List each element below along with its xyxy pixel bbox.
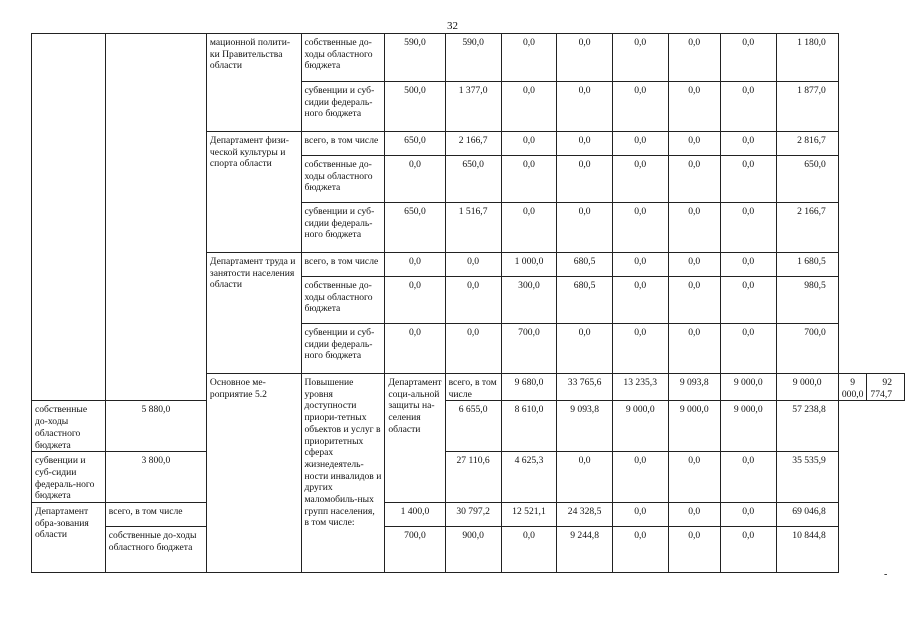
value-cell: 5 880,0 <box>105 401 206 452</box>
value-cell: 0,0 <box>668 82 720 132</box>
value-cell: 2 166,7 <box>445 132 501 156</box>
value-cell: 9 244,8 <box>557 527 613 573</box>
value-cell: 0,0 <box>720 503 776 527</box>
value-cell: 0,0 <box>612 156 668 203</box>
department-cell: мационной полити-ки Правительства области <box>206 34 301 132</box>
value-cell: 33 765,6 <box>557 374 613 401</box>
value-cell: 1 516,7 <box>445 203 501 253</box>
funding-source-cell: собственные до-ходы областного бюджета <box>32 401 106 452</box>
value-cell: 0,0 <box>385 253 445 277</box>
value-cell: 0,0 <box>612 34 668 82</box>
value-cell: 0,0 <box>720 132 776 156</box>
value-cell: 27 110,6 <box>445 452 501 503</box>
department-cell: Департамент физи-ческой культуры и спорта области <box>206 132 301 253</box>
funding-source-cell: собственные до-ходы областного бюджета <box>301 34 385 82</box>
value-cell: 0,0 <box>668 156 720 203</box>
value-cell: 4 625,3 <box>501 452 557 503</box>
value-cell: 980,5 <box>776 277 838 324</box>
value-cell: 0,0 <box>612 527 668 573</box>
value-cell: 650,0 <box>385 203 445 253</box>
value-cell: 0,0 <box>612 203 668 253</box>
value-cell: 6 655,0 <box>445 401 501 452</box>
value-cell: 0,0 <box>612 253 668 277</box>
value-cell: 9 000,0 <box>838 374 867 401</box>
value-cell: 0,0 <box>557 34 613 82</box>
table-row <box>32 527 905 573</box>
value-cell: 0,0 <box>668 203 720 253</box>
value-cell: 700,0 <box>501 324 557 374</box>
value-cell: 9 000,0 <box>612 401 668 452</box>
value-cell: 0,0 <box>557 82 613 132</box>
value-cell: 1 180,0 <box>776 34 838 82</box>
value-cell: 0,0 <box>612 277 668 324</box>
value-cell: 0,0 <box>720 253 776 277</box>
value-cell: 0,0 <box>720 277 776 324</box>
value-cell: 12 521,1 <box>501 503 557 527</box>
value-cell: 9 000,0 <box>720 401 776 452</box>
value-cell: 650,0 <box>385 132 445 156</box>
funding-source-cell: субвенции и суб-сидии федераль-ного бюджета <box>32 452 106 503</box>
value-cell: 0,0 <box>612 503 668 527</box>
value-cell: 300,0 <box>501 277 557 324</box>
value-cell: 13 235,3 <box>612 374 668 401</box>
department-cell: Департамент обра-зования области <box>32 503 106 573</box>
value-cell: 680,5 <box>557 277 613 324</box>
value-cell: 0,0 <box>501 132 557 156</box>
value-cell: 0,0 <box>668 452 720 503</box>
value-cell: 0,0 <box>501 34 557 82</box>
value-cell: 0,0 <box>501 203 557 253</box>
measure-cell: Основное ме-роприятие 5.2 <box>206 374 301 573</box>
table-row <box>32 401 905 452</box>
value-cell: 9 680,0 <box>501 374 557 401</box>
value-cell: 57 238,8 <box>776 401 838 452</box>
value-cell: 0,0 <box>720 82 776 132</box>
value-cell: 2 166,7 <box>776 203 838 253</box>
value-cell: 590,0 <box>445 34 501 82</box>
value-cell: 0,0 <box>720 203 776 253</box>
department-cell: Департамент соци-альной защиты на-селения области <box>385 374 445 503</box>
value-cell: 0,0 <box>720 156 776 203</box>
value-cell: 0,0 <box>557 452 613 503</box>
value-cell: 9 000,0 <box>776 374 838 401</box>
value-cell: 9 093,8 <box>557 401 613 452</box>
value-cell: 10 844,8 <box>776 527 838 573</box>
value-cell: 0,0 <box>557 203 613 253</box>
funding-source-cell: собственные до-ходы областного бюджета <box>301 277 385 324</box>
funding-source-cell: собственные до-ходы областного бюджета <box>301 156 385 203</box>
value-cell: 680,5 <box>557 253 613 277</box>
value-cell: 0,0 <box>385 277 445 324</box>
value-cell: 0,0 <box>445 277 501 324</box>
funding-source-cell: субвенции и суб-сидии федераль-ного бюджета <box>301 82 385 132</box>
value-cell: 30 797,2 <box>445 503 501 527</box>
value-cell: 500,0 <box>385 82 445 132</box>
value-cell: 3 800,0 <box>105 452 206 503</box>
value-cell: 2 816,7 <box>776 132 838 156</box>
value-cell: 1 877,0 <box>776 82 838 132</box>
value-cell: 0,0 <box>557 324 613 374</box>
value-cell: 0,0 <box>720 527 776 573</box>
funding-source-cell: субвенции и суб-сидии федераль-ного бюджета <box>301 324 385 374</box>
value-cell: 0,0 <box>668 132 720 156</box>
value-cell: 900,0 <box>445 527 501 573</box>
value-cell: 0,0 <box>668 277 720 324</box>
value-cell: 0,0 <box>557 132 613 156</box>
funding-source-cell: субвенции и суб-сидии федераль-ного бюджета <box>301 203 385 253</box>
budget-table <box>31 33 905 573</box>
value-cell: 0,0 <box>557 156 613 203</box>
value-cell: 0,0 <box>385 324 445 374</box>
value-cell: 0,0 <box>501 82 557 132</box>
value-cell: 0,0 <box>668 503 720 527</box>
page-number: 32 <box>447 20 458 32</box>
funding-source-cell: всего, в том числе <box>301 253 385 277</box>
value-cell: 69 046,8 <box>776 503 838 527</box>
value-cell: 1 377,0 <box>445 82 501 132</box>
value-cell: 0,0 <box>501 156 557 203</box>
description-cell: Повышение уровня доступности приори-тетных объектов и услуг в приоритетных сферах жизнедеятель-ности инвалидов и других маломобиль-ных групп населения, в том числе: <box>301 374 385 573</box>
table-row <box>32 452 905 503</box>
value-cell: 590,0 <box>385 34 445 82</box>
table-row <box>32 34 905 82</box>
funding-source-cell: всего, в том числе <box>445 374 501 401</box>
table-row <box>32 503 905 527</box>
value-cell: 8 610,0 <box>501 401 557 452</box>
value-cell: 0,0 <box>668 253 720 277</box>
value-cell: 700,0 <box>776 324 838 374</box>
funding-source-cell: всего, в том числе <box>105 503 206 527</box>
value-cell: 700,0 <box>385 527 445 573</box>
value-cell: 0,0 <box>668 34 720 82</box>
value-cell: 0,0 <box>612 452 668 503</box>
value-cell: 0,0 <box>445 324 501 374</box>
funding-source-cell: собственные до-ходы областного бюджета <box>105 527 206 573</box>
value-cell: 1 400,0 <box>385 503 445 527</box>
value-cell: 650,0 <box>776 156 838 203</box>
value-cell: 35 535,9 <box>776 452 838 503</box>
funding-source-cell: всего, в том числе <box>301 132 385 156</box>
value-cell: 0,0 <box>668 324 720 374</box>
value-cell: 0,0 <box>720 34 776 82</box>
value-cell: 0,0 <box>668 527 720 573</box>
value-cell: 650,0 <box>445 156 501 203</box>
measure-cell <box>32 34 106 401</box>
value-cell: 0,0 <box>720 324 776 374</box>
value-cell: 0,0 <box>612 324 668 374</box>
value-cell: 9 093,8 <box>668 374 720 401</box>
value-cell: 0,0 <box>385 156 445 203</box>
value-cell: 1 680,5 <box>776 253 838 277</box>
margin-mark: - <box>884 569 888 580</box>
value-cell: 9 000,0 <box>720 374 776 401</box>
value-cell: 9 000,0 <box>668 401 720 452</box>
value-cell: 0,0 <box>612 132 668 156</box>
value-cell: 0,0 <box>612 82 668 132</box>
value-cell: 24 328,5 <box>557 503 613 527</box>
value-cell: 1 000,0 <box>501 253 557 277</box>
value-cell: 0,0 <box>720 452 776 503</box>
value-cell: 0,0 <box>501 527 557 573</box>
value-cell: 0,0 <box>445 253 501 277</box>
value-cell: 92 774,7 <box>867 374 905 401</box>
description-cell <box>105 34 206 401</box>
department-cell: Департамент труда и занятости населения области <box>206 253 301 374</box>
